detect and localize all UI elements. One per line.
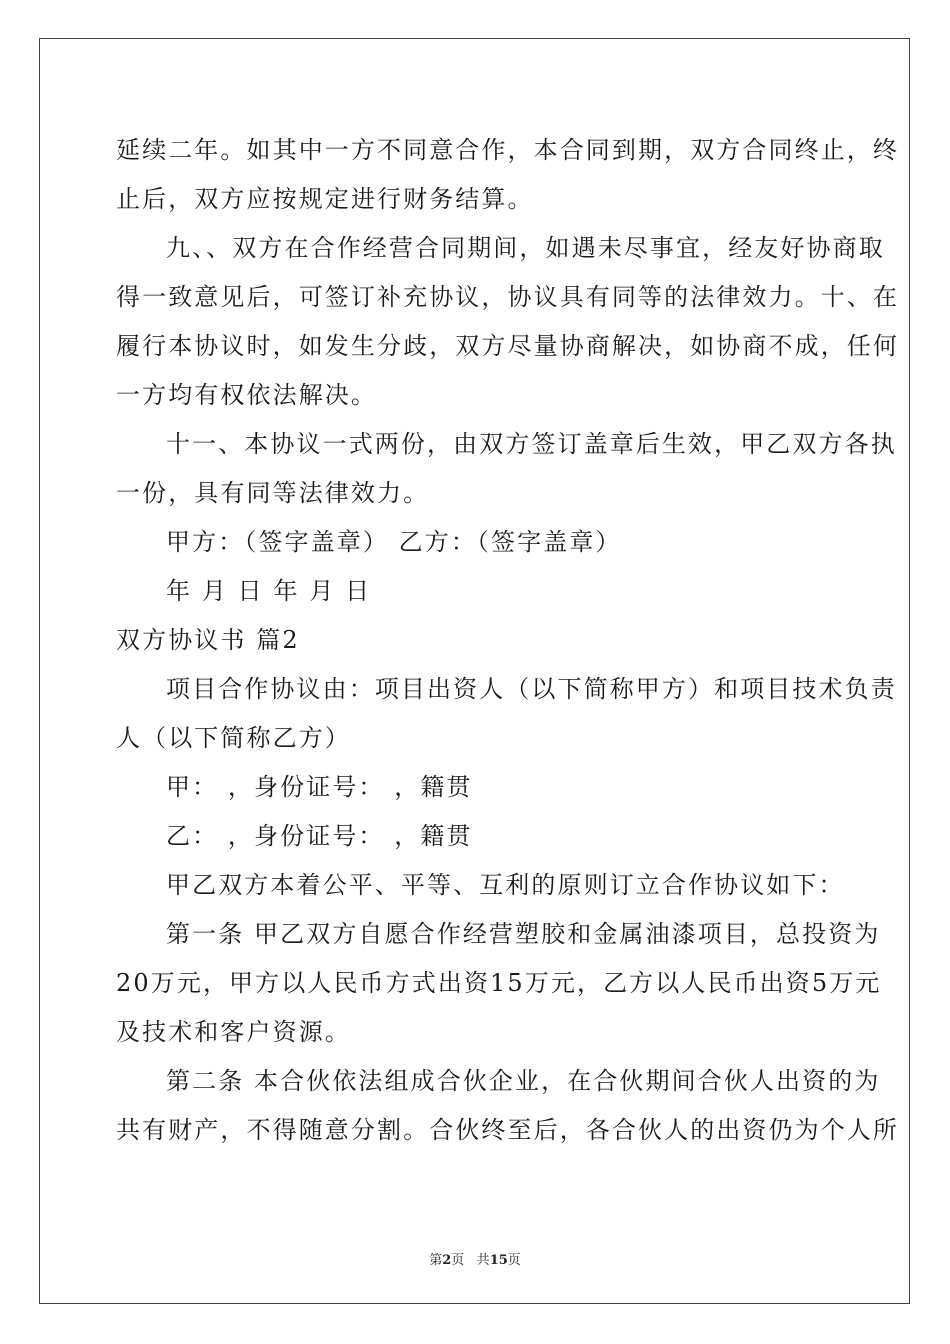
text-line: 第二条 本合伙依法组成合伙企业，在合伙期间合伙人出资的为 xyxy=(166,1067,881,1095)
text-line: 年 月 日 年 月 日 xyxy=(166,577,372,605)
total-pages-number: 15 xyxy=(489,1253,508,1268)
text-line: 及技术和客户资源。 xyxy=(116,1018,351,1046)
text-line: 履行本协议时，如发生分歧，双方尽量协商解决，如协商不成，任何 xyxy=(116,332,899,360)
text-line: 甲方：（签字盖章） 乙方：（签字盖章） xyxy=(166,528,622,556)
text-line: 双方协议书 篇2 xyxy=(116,626,300,654)
text-line: 得一致意见后，可签订补充协议，协议具有同等的法律效力。十、在 xyxy=(116,283,899,311)
text-line: 一份，具有同等法律效力。 xyxy=(116,479,430,507)
text-line: 第一条 甲乙双方自愿合作经营塑胶和金属油漆项目，总投资为 xyxy=(166,920,881,948)
footer-prefix: 第 xyxy=(429,1253,443,1268)
text-line: 20万元，甲方以人民币方式出资15万元，乙方以人民币出资5万元 xyxy=(116,969,882,997)
text-line: 止后，双方应按规定进行财务结算。 xyxy=(116,185,534,213)
text-line: 九、、双方在合作经营合同期间，如遇未尽事宜，经友好协商取 xyxy=(166,234,885,262)
text-line: 项目合作协议由：项目出资人（以下简称甲方）和项目技术负责 xyxy=(166,675,897,703)
text-line: 甲： ，身份证号： ，籍贯 xyxy=(166,773,473,801)
page-footer xyxy=(0,1249,950,1268)
text-line: 甲乙双方本着公平、平等、互利的原则订立合作协议如下： xyxy=(166,871,845,899)
text-line: 一方均有权依法解决。 xyxy=(116,381,377,409)
text-line: 延续二年。如其中一方不同意合作，本合同到期，双方合同终止，终 xyxy=(116,136,899,164)
text-line: 共有财产，不得随意分割。合伙终至后，各合伙人的出资仍为个人所 xyxy=(116,1116,899,1144)
text-line: 人（以下简称乙方） xyxy=(116,724,351,752)
text-line: 乙： ，身份证号： ，籍贯 xyxy=(166,822,473,850)
current-page-number: 2 xyxy=(442,1253,452,1268)
document-body xyxy=(116,126,899,1155)
footer-total-suffix: 页 xyxy=(507,1253,521,1268)
text-line: 十一、本协议一式两份，由双方签订盖章后生效，甲乙双方各执 xyxy=(166,430,897,458)
footer-page-suffix: 页 xyxy=(451,1253,465,1268)
footer-total-prefix: 共 xyxy=(476,1253,490,1268)
